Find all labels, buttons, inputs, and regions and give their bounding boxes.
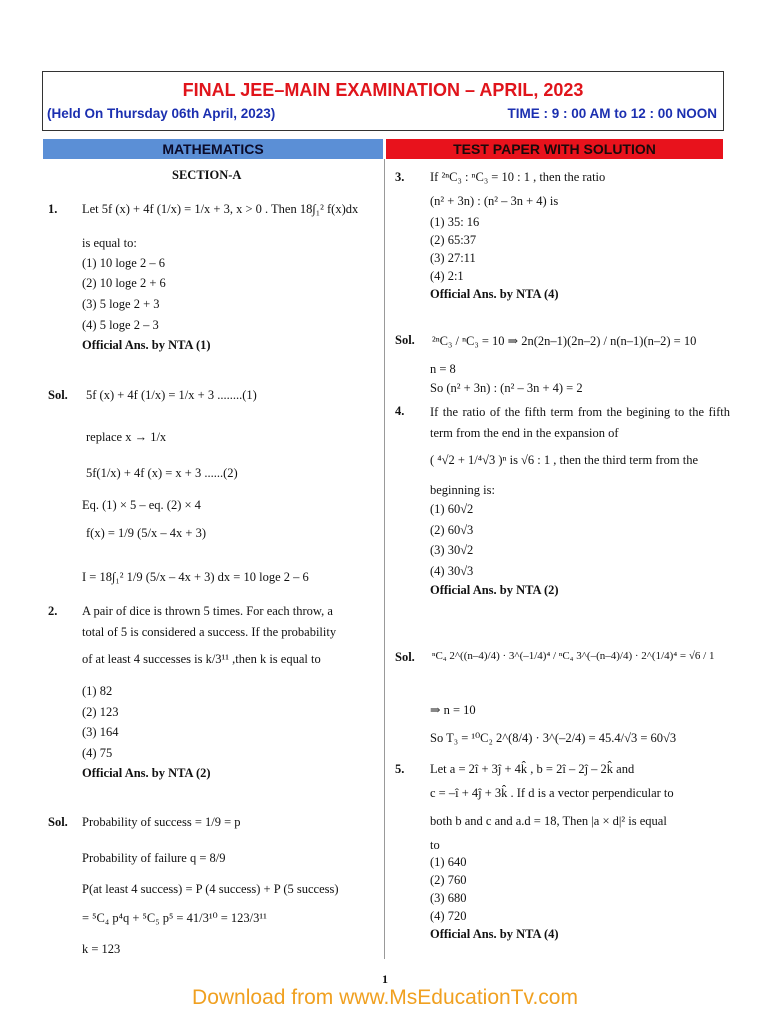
q2-option-4: (4) 75 — [82, 746, 113, 760]
q5-option-2: (2) 760 — [430, 873, 467, 887]
q1-continuation: is equal to: — [82, 236, 137, 250]
q1-sol-line: I = 18∫₁² 1/9 (5/x – 4x + 3) dx = 10 loge 2 – 6 — [82, 570, 309, 584]
q2-sol-line: Probability of success = 1/9 = p — [82, 815, 241, 829]
q3-option-4: (4) 2:1 — [430, 269, 464, 283]
q4-continuation: beginning is: — [430, 483, 495, 497]
q1-stem: Let 5f (x) + 4f (1/x) = 1/x + 3, x > 0 . Then 18∫₁² f(x)dx — [82, 202, 359, 216]
q5-line: Let a = 2î + 3ĵ + 4k̂ , b = 2î – 2ĵ – 2k̂ and — [430, 762, 635, 776]
q2-number: 2. — [48, 604, 58, 618]
q3-sol-line: So (n² + 3n) : (n² – 3n + 4) = 2 — [430, 381, 583, 395]
q1-option-1: (1) 10 loge 2 – 6 — [82, 256, 165, 270]
exam-header — [42, 71, 724, 131]
q1-sol-line: 5f (x) + 4f (1/x) = 1/x + 3 ........(1) — [86, 388, 257, 402]
q3-option-3: (3) 27:11 — [430, 251, 476, 265]
q2-line: of at least 4 successes is k/3¹¹ ,then k is equal to — [82, 652, 321, 666]
q5-line: both b and c and a.d = 18, Then |a × d|² is equal — [430, 814, 667, 828]
q4-expression: ( ⁴√2 + 1/⁴√3 )ⁿ is √6 : 1 , then the third term from the — [430, 453, 699, 467]
q1-sol-line: replace x → 1/x — [86, 430, 167, 444]
q4-option-4: (4) 30√3 — [430, 564, 474, 578]
q3-sol-line: ²ⁿC₃ / ⁿC₃ = 10 ⇒ 2n(2n–1)(2n–2) / n(n–1)(n–2) = 10 — [432, 334, 697, 348]
q1-sol-line: f(x) = 1/9 (5/x – 4x + 3) — [86, 526, 206, 540]
exam-title: FINAL JEE–MAIN EXAMINATION – APRIL, 2023 — [182, 80, 584, 100]
q2-option-3: (3) 164 — [82, 725, 119, 739]
q3-option-2: (2) 65:37 — [430, 233, 477, 247]
paper-band: TEST PAPER WITH SOLUTION — [386, 139, 723, 159]
q4-sol-line: ⁿC₄ 2^((n–4)/4) · 3^(–1/4)⁴ / ⁿC₄ 3^(–(n–4)/4) · 2^(1/4)⁴ = √6 / 1 — [432, 650, 715, 662]
q2-official-answer: Official Ans. by NTA (2) — [82, 766, 211, 780]
q2-line: total of 5 is considered a success. If the probability — [82, 625, 337, 639]
download-footer-link[interactable]: Download from www.MsEducationTv.com — [192, 986, 578, 1009]
q3-number: 3. — [395, 170, 405, 184]
q5-official-answer: Official Ans. by NTA (4) — [430, 927, 559, 941]
q1-option-3: (3) 5 loge 2 + 3 — [82, 297, 160, 311]
q3-official-answer: Official Ans. by NTA (4) — [430, 287, 559, 301]
q3-sol-line: n = 8 — [430, 362, 456, 376]
q5-line: to — [430, 838, 440, 852]
q3-sol-label: Sol. — [395, 333, 415, 347]
page-number: 1 — [382, 972, 388, 986]
q2-option-1: (1) 82 — [82, 684, 113, 698]
q2-option-2: (2) 123 — [82, 705, 119, 719]
q2-sol-line: P(at least 4 success) = P (4 success) + P (5 success) — [82, 882, 339, 896]
q2-sol-line: = ⁵C₄ p⁴q + ⁵C₅ p⁵ = 41/3¹⁰ = 123/3¹¹ — [82, 911, 267, 925]
q4-number: 4. — [395, 404, 405, 418]
subject-band: MATHEMATICS — [43, 139, 383, 159]
q4-sol-line: So T₃ = ¹⁰C₂ 2^(8/4) · 3^(–2/4) = 45.4/√3 = 60√3 — [430, 731, 677, 745]
q2-sol-label: Sol. — [48, 815, 68, 829]
q4-sol-line: ⇒ n = 10 — [430, 703, 476, 717]
column-divider — [384, 159, 385, 959]
q5-option-1: (1) 640 — [430, 855, 467, 869]
q3-option-1: (1) 35: 16 — [430, 215, 480, 229]
q2-line: A pair of dice is thrown 5 times. For each throw, a — [82, 604, 333, 618]
exam-time: TIME : 9 : 00 AM to 12 : 00 NOON — [507, 106, 717, 121]
q1-sol-label: Sol. — [48, 388, 68, 402]
q1-official-answer: Official Ans. by NTA (1) — [82, 338, 211, 352]
q1-sol-line: 5f(1/x) + 4f (x) = x + 3 ......(2) — [86, 466, 238, 480]
q2-sol-line: Probability of failure q = 8/9 — [82, 851, 226, 865]
q5-number: 5. — [395, 762, 405, 776]
q4-option-2: (2) 60√3 — [430, 523, 474, 537]
q4-option-1: (1) 60√2 — [430, 502, 474, 516]
q3-line: (n² + 3n) : (n² – 3n + 4) is — [430, 194, 559, 208]
q1-number: 1. — [48, 202, 58, 216]
q5-option-4: (4) 720 — [430, 909, 467, 923]
q4-official-answer: Official Ans. by NTA (2) — [430, 583, 559, 597]
q5-option-3: (3) 680 — [430, 891, 467, 905]
q2-sol-line: k = 123 — [82, 942, 121, 956]
q4-option-3: (3) 30√2 — [430, 543, 474, 557]
section-heading: SECTION-A — [172, 168, 242, 182]
q1-sol-line: Eq. (1) × 5 – eq. (2) × 4 — [82, 498, 201, 512]
q3-line: If ²ⁿC₃ : ⁿC₃ = 10 : 1 , then the ratio — [430, 170, 606, 184]
q1-option-4: (4) 5 loge 2 – 3 — [82, 318, 159, 332]
q4-text: If the ratio of the fifth term from the begining to the fifth term from the end in the expansion of — [430, 405, 730, 440]
q5-line: c = –î + 4ĵ + 3k̂ . If d is a vector perpendicular to — [430, 786, 674, 800]
exam-date: (Held On Thursday 06th April, 2023) — [47, 106, 276, 121]
q4-sol-label: Sol. — [395, 650, 415, 664]
q1-option-2: (2) 10 loge 2 + 6 — [82, 276, 166, 290]
